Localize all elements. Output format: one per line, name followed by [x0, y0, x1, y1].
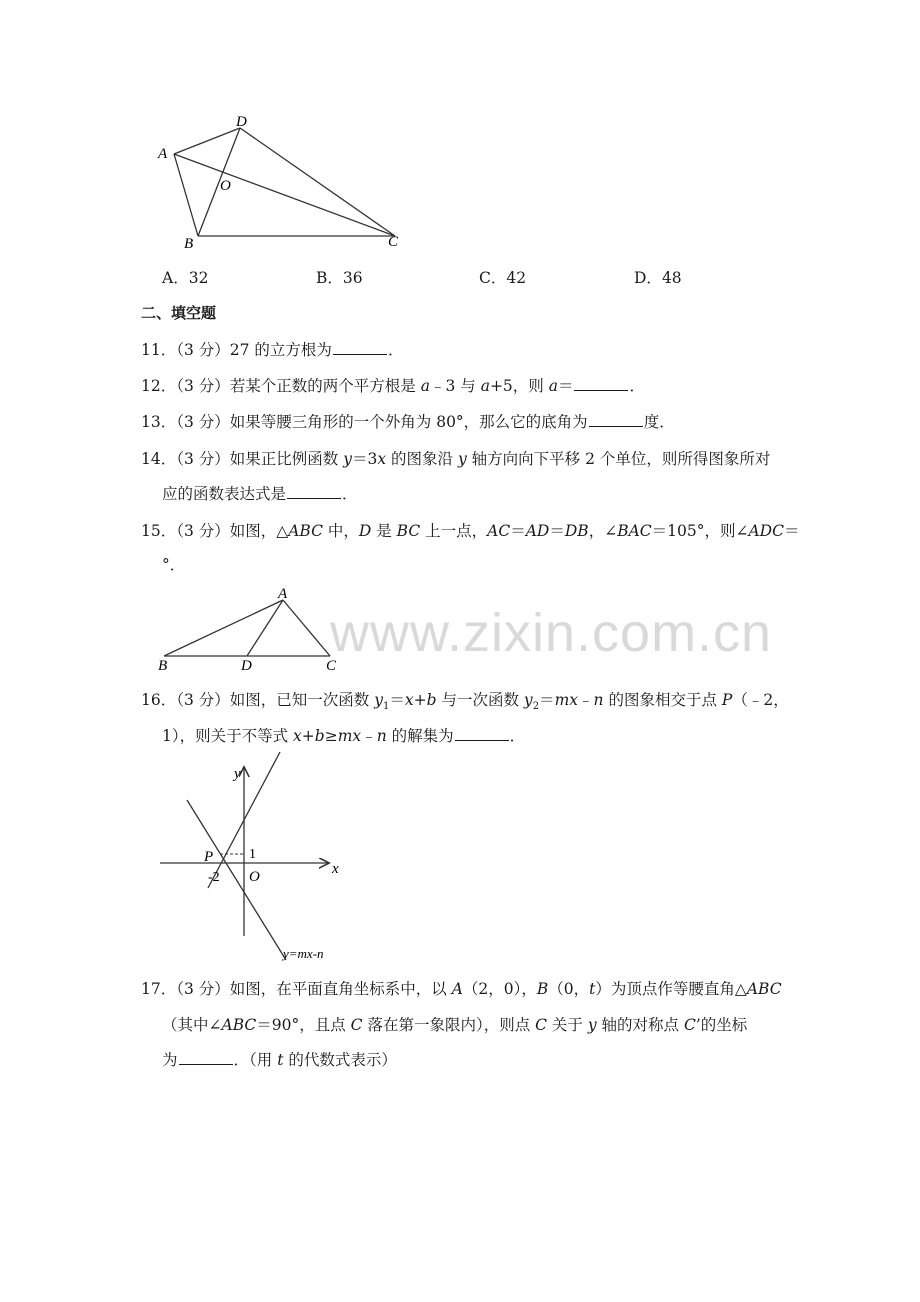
- figure-quadrilateral-abcd: [150, 108, 420, 258]
- option-a: A．32: [162, 269, 209, 287]
- option-b: B．36: [316, 269, 363, 287]
- answer-blank[interactable]: [574, 389, 628, 391]
- option-c: C．42: [479, 269, 527, 287]
- option-d: D．48: [634, 269, 682, 287]
- label-d: D: [236, 114, 247, 130]
- figure-triangle-abc: [150, 586, 350, 672]
- answer-blank[interactable]: [589, 425, 643, 427]
- label-p: P: [204, 849, 214, 865]
- answer-blank[interactable]: [287, 497, 341, 499]
- question-14: 14．（3 分）如果正比例函数 y＝3x 的图象沿 y 轴方向向下平移 2 个单位，则所得图象所对: [141, 450, 771, 468]
- question-17-line-3: 为 ．（用 t 的代数式表示）: [162, 1051, 397, 1069]
- label-neg2: -2: [208, 870, 220, 885]
- label-origin: O: [249, 869, 260, 885]
- answer-blank[interactable]: [455, 739, 509, 741]
- section-title: 二、填空题: [141, 304, 217, 322]
- label-b: B: [158, 658, 168, 674]
- label-line-equation: y=mx-n: [283, 946, 324, 961]
- question-16: 16．（3 分）如图，已知一次函数 $y_1=x+b$ 与一次函数 $y_2=mx﹣n$ 的图象相交于点 P（﹣2，: [141, 691, 789, 713]
- question-16-line-2: 1），则关于不等式 x+b≥mx﹣n 的解集为 ．: [162, 727, 526, 745]
- question-11: 11．（3 分）27 的立方根为 ．: [141, 341, 404, 359]
- label-x-axis: x: [332, 861, 339, 877]
- figure-coordinate-lines: [150, 750, 370, 965]
- label-a: A: [158, 146, 168, 162]
- label-one: 1: [249, 847, 256, 862]
- label-c: C: [326, 658, 337, 674]
- question-15-line-2: °．: [162, 556, 186, 574]
- label-y-axis: y: [234, 766, 241, 782]
- question-17-line-2: （其中∠ABC＝90°，且点 C 落在第一象限内），则点 C 关于 y 轴的对称点 C’的坐标: [162, 1016, 748, 1034]
- question-13: 13．（3 分）如果等腰三角形的一个外角为 80°，那么它的底角为 度．: [141, 413, 675, 431]
- question-15: 15．（3 分）如图，△ABC 中，D 是 BC 上一点，AC＝AD＝DB，∠BAC＝105°，则∠ADC＝: [141, 522, 800, 540]
- label-d: D: [241, 658, 252, 674]
- question-17: 17．（3 分）如图，在平面直角坐标系中，以 A（2，0），B（0，t）为顶点作等腰直角△ABC: [141, 980, 782, 998]
- label-c: C: [388, 234, 399, 250]
- question-14-line-2: 应的函数表达式是 ．: [162, 485, 358, 503]
- question-12: 12．（3 分）若某个正数的两个平方根是 a﹣3 与 a+5，则 a＝ ．: [141, 377, 645, 395]
- answer-blank[interactable]: [179, 1063, 233, 1065]
- label-a: A: [278, 586, 288, 602]
- label-b: B: [184, 236, 194, 252]
- answer-blank[interactable]: [333, 353, 387, 355]
- watermark: www.zixin.com.cn: [330, 603, 773, 663]
- label-o: O: [220, 178, 231, 194]
